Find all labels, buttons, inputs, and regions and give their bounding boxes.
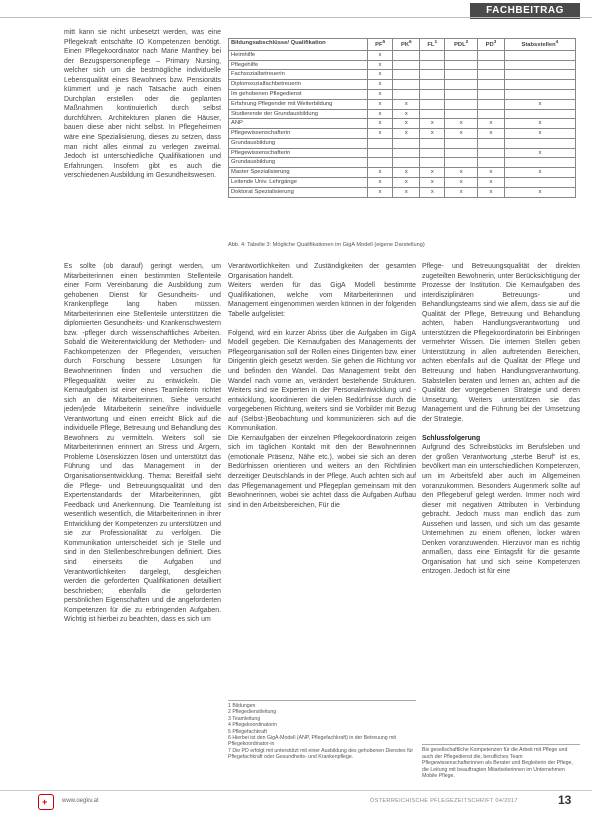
table-row — [229, 99, 576, 109]
row-mark: x — [445, 187, 478, 197]
row-mark — [393, 148, 420, 158]
footnote: 4 Pflegekoordinatorin — [228, 722, 278, 729]
row-mark: x — [393, 129, 420, 139]
paragraph: Weiters werden für das GigA Modell bestimmte Qualifikationen, welche vom Mitarbeiterinnen und Management eingenommen werden können in der folgenden Tabelle aufgelistet: — [228, 282, 416, 318]
row-mark — [393, 89, 420, 99]
footer-website[interactable]: www.oegkv.at — [62, 798, 99, 804]
paragraph-gap — [228, 319, 416, 329]
row-mark — [393, 60, 420, 70]
table-header-pk: $PK^6$ — [393, 39, 420, 51]
row-mark — [504, 109, 575, 119]
row-mark: x — [367, 178, 393, 188]
row-label: Master Spezialisierung — [229, 168, 368, 178]
row-mark — [504, 70, 575, 80]
row-mark — [393, 138, 420, 148]
row-mark — [445, 70, 478, 80]
row-mark — [393, 50, 420, 60]
row-mark: x — [504, 148, 575, 158]
row-mark — [420, 148, 445, 158]
row-mark — [445, 148, 478, 158]
row-label: Studierende der Grundausbildung — [229, 109, 368, 119]
row-label: Diplomsozialfachbetreuerin — [229, 80, 368, 90]
footnotes — [228, 700, 416, 761]
row-mark: x — [504, 168, 575, 178]
row-mark — [478, 80, 505, 90]
row-mark — [367, 138, 393, 148]
row-mark — [478, 60, 505, 70]
row-mark — [420, 50, 445, 60]
table-row — [229, 70, 576, 80]
row-mark: x — [420, 168, 445, 178]
row-label: Pflegehilfe — [229, 60, 368, 70]
row-label: ANP — [229, 119, 368, 129]
paragraph: Die Kernaufgaben der einzelnen Pflegekoordinatorin zeigen sich im täglichen Kontakt mit den der Bewohnerinnen (emotionale Präsenz, Nähe etc.), wobei sie sich an deren Bedürfnissen orientieren und weiters an den Richtlinien derzeitiger Deutschlands in der Pflege. Auch achten sich auf das Pflegemanagement und Pflegeplan gemeinsam mit den Bewohnerinnen, wobei sie achtet dass die Aufgaben Aufbau sind in den Arbeitsbereichen, Für die — [228, 434, 416, 509]
row-mark — [393, 70, 420, 80]
row-mark — [478, 70, 505, 80]
table-row — [229, 109, 576, 119]
paragraph: Verantwortlichkeiten und Zuständigkeiten der gesamten Organisation handelt. — [228, 263, 416, 280]
row-mark: x — [445, 168, 478, 178]
table-row — [229, 119, 576, 129]
row-mark — [367, 158, 393, 168]
row-mark: x — [367, 168, 393, 178]
row-mark — [420, 89, 445, 99]
row-mark — [445, 138, 478, 148]
row-mark — [504, 60, 575, 70]
row-mark — [445, 50, 478, 60]
row-mark: x — [393, 109, 420, 119]
row-mark — [420, 60, 445, 70]
table-header-fl: $FL^1$ — [420, 39, 445, 51]
column-2-main — [228, 262, 416, 698]
row-mark: x — [478, 168, 505, 178]
table-row — [229, 50, 576, 60]
row-mark — [478, 138, 505, 148]
table-header-first: Bildungsabschlüsse/ Qualifikation — [229, 39, 368, 51]
row-mark — [478, 158, 505, 168]
page-header — [0, 0, 592, 20]
footnote: 1 Bildungen — [228, 703, 256, 709]
table-row — [229, 148, 576, 158]
row-mark — [445, 158, 478, 168]
row-mark: x — [420, 178, 445, 188]
paragraph: Pflege- und Betreuungsqualität der direkten zugeteilten Bewohnerin, unter Berücksichtigung der Prozesse der Institution. Die Kernaufgaben des interdisziplinären Betreuungs- und Behandlungsteams sind wie allem, dass sie auf die Qualität der Pflege, Betreuung und Behandlung achten, haben Handlungsverantwortung und unterstützen die Pflegekoordinatorin bei Einbringen vermehrter Wissen. Die internen Stellen geben Unterstützung in allen auftretenden Bereichen, achten ebenfalls auf die Qualität der Pflege und Betreuung und haben Handlungsverantwortung. Stabstellen beraten und lernen an, achten auf die Qualität der vorgegebenen Strategie und deren Umsetzung. Weiters unterstützen sie das Management und die Führung bei der Umsetzung der Strategie. — [422, 263, 580, 423]
row-mark — [478, 109, 505, 119]
row-label: Grundausbildung — [229, 138, 368, 148]
row-mark: x — [478, 129, 505, 139]
row-mark — [504, 89, 575, 99]
row-mark — [367, 148, 393, 158]
row-mark — [445, 99, 478, 109]
table-header-stabsstellen: Stabsstellen$^4$ — [504, 39, 575, 51]
row-mark — [420, 80, 445, 90]
table-caption: Abb. 4: Tabelle 3: Mögliche Qualifikationen im GigA Modell (eigene Darstellung) — [228, 242, 425, 248]
page-number: 13 — [558, 793, 572, 807]
row-mark: x — [445, 178, 478, 188]
column-1-top — [64, 28, 221, 261]
row-label: Pflegewissenschafterin — [229, 129, 368, 139]
row-label: Im gehobenen Pflegedienst — [229, 89, 368, 99]
row-mark: x — [504, 187, 575, 197]
row-mark: x — [367, 109, 393, 119]
row-mark — [420, 109, 445, 119]
row-mark — [504, 80, 575, 90]
table-row — [229, 80, 576, 90]
row-mark — [478, 148, 505, 158]
journal-logo-icon: + — [38, 794, 54, 810]
row-mark: x — [367, 129, 393, 139]
row-mark: x — [393, 178, 420, 188]
row-mark: x — [420, 119, 445, 129]
row-mark — [420, 138, 445, 148]
row-mark: x — [367, 80, 393, 90]
table-header-pf: $PF^5$ — [367, 39, 393, 51]
row-mark: x — [367, 99, 393, 109]
row-mark: x — [393, 187, 420, 197]
footnote: 3 Teamleitung — [228, 715, 261, 722]
row-mark: x — [367, 119, 393, 129]
row-mark — [504, 50, 575, 60]
row-mark: x — [393, 168, 420, 178]
column-3-main — [422, 262, 580, 742]
row-mark: x — [504, 99, 575, 109]
row-mark — [504, 178, 575, 188]
row-mark: x — [393, 119, 420, 129]
header-rule — [0, 17, 592, 18]
row-mark: x — [445, 129, 478, 139]
footer-journal: ÖSTERREICHISCHE PFLEGEZEITSCHRIFT 04/2017 — [370, 798, 518, 804]
paragraph: Aufgrund des Schreibstücks im Berufsleben und der großen Verantwortung „sterbe Beruf“ ist es, bevölkert man ein unterschiedlichen Kompetenzen, um im Arbeitsfeld aber auch im Allgemeinen voranzukommen. Besonders Augenmerk sollte auf den Pflegeberuf gelegt werden. Immer noch wird dieser mit negativen Attributen in Verbindung gebracht. Jedoch muss man endlich das zum Aussehen und lassen, und sich um das gesamte Unternehmen zu einem offenen, locker wären Denken voranzuwenden. Hierzuvor man es richtig anmaßen, dass eine Eintagsfit für die gesamte Organisation hat und sich seine Kompetenzen entzogen. Jedoch ist für eine — [422, 444, 580, 576]
table-row — [229, 178, 576, 188]
row-label: Heimhilfe — [229, 50, 368, 60]
row-mark: x — [393, 99, 420, 109]
row-mark: x — [504, 129, 575, 139]
row-mark: x — [367, 50, 393, 60]
row-mark — [445, 89, 478, 99]
row-mark: x — [367, 70, 393, 80]
row-mark — [478, 89, 505, 99]
row-mark: x — [478, 187, 505, 197]
table-grid — [228, 38, 576, 198]
section-heading: Schlussfolgerung — [422, 434, 481, 442]
row-mark — [420, 158, 445, 168]
row-mark — [420, 70, 445, 80]
row-mark — [504, 158, 575, 168]
footnote: 5 Pflegefachkraft — [228, 728, 267, 735]
table-row — [229, 60, 576, 70]
row-mark — [445, 109, 478, 119]
column-1-main — [64, 262, 221, 787]
row-mark — [504, 138, 575, 148]
row-label: Doktorat Spezialisierung — [229, 187, 368, 197]
table-header-pdl: PDL$^2$ — [445, 39, 478, 51]
row-mark — [478, 99, 505, 109]
paragraph-gap — [422, 424, 580, 434]
row-mark — [445, 60, 478, 70]
row-label: Leitende Univ. Lehrgänge — [229, 178, 368, 188]
row-mark — [445, 80, 478, 90]
row-mark — [393, 80, 420, 90]
paragraph: mitt kann sie nicht unbesetzt werden, was eine Pflegekraft entschäfte IO Kompetenzen benötigt. Einen Pflegekoordinator nach Marie Manthey bei der Bezugspersonenpflege – Primary Nursing, welcher sich um die bestmögliche individuelle Lebensqualität eines Bewohners bzw. Pensionäts kümmert und je nach Tatsache auch einen Durchplan erstellen oder die geplanten Maßnahmen kontinuierlich durch selbst durchführen. Architekturen planen die Häuser, bauen diese aber nicht selbst. In Pflegeheimen wäre eine Spezialisierung, dieses zu setzen, dass man nicht alles einmal zu verlegen zweimal. Jedoch ist unterschiedliche Qualifikationen und Erfahrungen. Insofern gibt es auch die verschiedenen Ausbildung im Gesundheitswesen. — [64, 29, 221, 180]
row-mark: x — [504, 119, 575, 129]
table-row — [229, 129, 576, 139]
row-mark: x — [367, 60, 393, 70]
row-mark: x — [420, 129, 445, 139]
row-mark: x — [367, 187, 393, 197]
table-row — [229, 138, 576, 148]
row-mark: x — [420, 187, 445, 197]
table-row — [229, 187, 576, 197]
row-mark: x — [445, 119, 478, 129]
footnote: 6 Hierbei ist den GigA-Modell (ANP, Pflegefachkraft) in der Betreuung mit Pflegekoordinator-in — [228, 735, 396, 748]
row-label: Grundausbildung — [229, 158, 368, 168]
paragraph: Folgend, wird ein kurzer Abriss über die Aufgaben im GigA Modell gegeben. Die Kernaufgaben des Managements der Pflegeorganisation soll der Rollen eines Dirigenten bzw. einer Dirigentin gleich gesetzt werden. Sie gehen die Richtung vor und befinden den Wandel. Das Management treibt den Wandel nach vorne an, verändert bestehende Strukturen. Weiters sind sie Experten in der Personalentwicklung und -entwicklung, koordinieren die vielen Bedürfnisse durch die vorgegebenen Richtung, weiters sind sie Vorbilder mit Bezug auf (Selbst-)Beobachtung und kommunizieren sich auf die Kommunikation. — [228, 329, 416, 433]
table-row — [229, 158, 576, 168]
row-mark — [420, 99, 445, 109]
row-label: Fachsozialbetreuerin — [229, 70, 368, 80]
section-label: FACHBEITRAG — [470, 3, 580, 19]
side-note: Bis gesellschaftliche Kompetenzen für die Arbeit mit Pflege und auch der Pflegedienst die, berufliches Team Pflegewissenschafterinnen als Berater und Begleiterin der Pflege, die Leitung mit beauftragten Mitarbeiterinnen im Unternehmen Mobile Pflege. — [422, 744, 580, 780]
row-mark: x — [478, 178, 505, 188]
paragraph: Es sollte (ob darauf) geringt werden, um Mitarbeiterinnen einen bestimmten Stellenteile einer Form Vereinbarung die Ausbildung zum gehobenen Dienst für Gesundheits- und Krankenpflege lang haben müssen. Mitarbeiterinnen eine Stellenteile unterstützen die diplomierten Gesundheits- und Krankenschwestern bzw. -pfleger durch wissenschaftliches Arbeiten. Sobald die Weiterentwicklung der Methoden- und Fachkompetenzen der Pflegenden, versuchen durch Forschung bessere Lösungen für Bewohnerinnen finden und versuchen die Pflegequalität weiter zu entwickeln. Die Kernaufgaben ist einer eines Teamleiterin richtet sich an die Mitarbeiterinnen. Siehe versucht jeden/jede Mitarbeiterin seine/ihre individuelle Verantwortung und einen erreicht Blick auf die individuelle Pflege, Betreuung und Behandlung des Bewohners zu vermitteln. Weiters soll sie Mitarbeiterinnen erinnert an Stress und Ärgern, Probleme Lösenskizzen lösen und unterstützt das Führung und das Management in der Organisationsentwicklung. Thema: Bereitfall sieht die Pflege- und Betreuungsqualität und den Expertenstandards der Mitarbeiterinnen, gibt Feedback und Anerkennung. Die Teamleitung ist wesentlich wesentlich, die Mitarbeiterinnen in ihrer Entwicklung der Kompetenzen zu unterstützen und sie zur Professionalität zu verfolgen. Die Kommunikation unterscheidet sich je Stelle und sind in den Stellenbeschreibungen definiert. Dies sind einerseits die Aufgaben und Verantwortlichkeiten dargelegt, desgleichen werden die geforderten Qualifikationen detailliert beschrieben; ebenfalls die geforderten persönlichen Eigenschaften und die angeforderten Kompetenzen für die zu erbringenden Aufgaben. Wichtig ist hierbei zu beachten, dass es sich um — [64, 263, 221, 624]
row-label: Pflegewissenschafterin — [229, 148, 368, 158]
row-mark — [393, 158, 420, 168]
row-mark: x — [478, 119, 505, 129]
row-mark: x — [367, 89, 393, 99]
footnote: 7 Die PD erfolgt mit unterstützt mit einer Ausbildung des gehobenen Dienstes für Pflegefachkraft oder Gesundheits- und Krankenpflege. — [228, 747, 414, 761]
footnote: 2 Pflegedienstleitung — [228, 709, 277, 716]
footer-rule — [0, 790, 592, 791]
qualification-table — [228, 38, 576, 198]
table-header-row — [229, 39, 576, 51]
row-mark — [478, 50, 505, 60]
row-label: Erfahrung Pflegender mit Weiterbildung — [229, 99, 368, 109]
table-header-pd: $PD^3$ — [478, 39, 505, 51]
table-row — [229, 89, 576, 99]
table-row — [229, 168, 576, 178]
